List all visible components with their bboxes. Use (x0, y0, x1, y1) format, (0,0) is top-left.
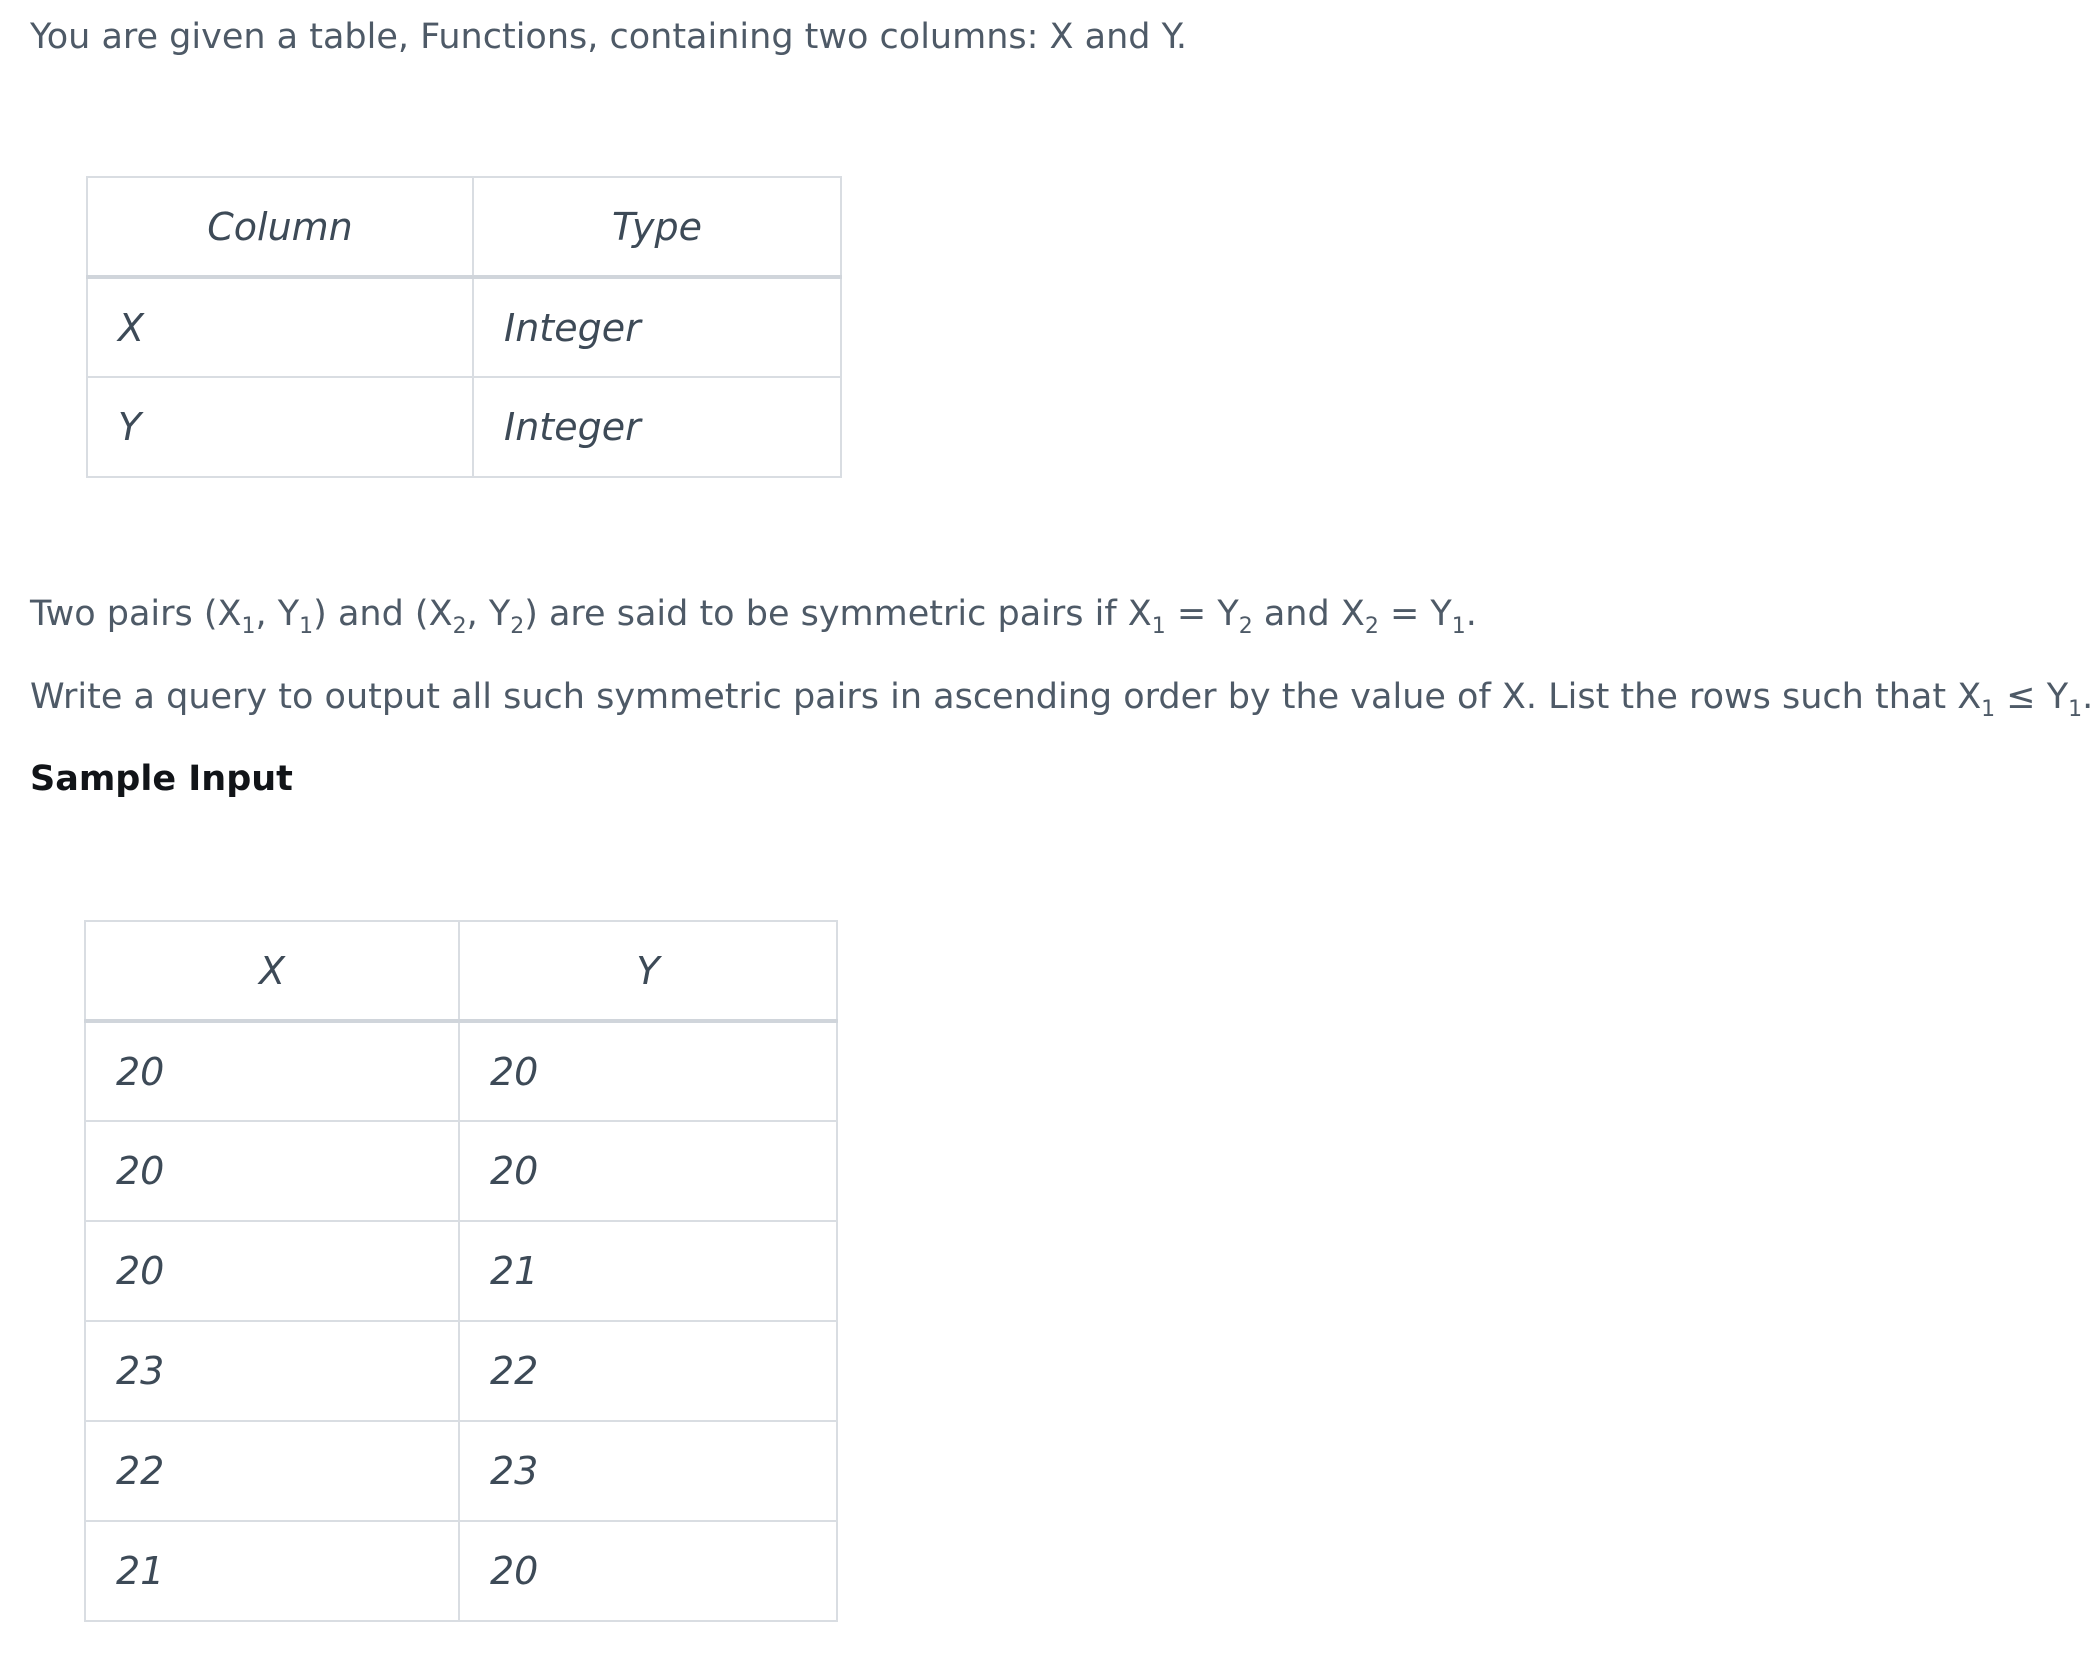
symmetric-definition (30, 591, 1477, 637)
table-row (85, 1221, 837, 1321)
subscript: 2 (452, 614, 467, 639)
schema-cell-type: Integer (473, 377, 841, 477)
subscript: 2 (1238, 614, 1253, 639)
text-run: , Y (466, 594, 511, 634)
text-run: , Y (255, 594, 300, 634)
sample-input-heading: Sample Input (30, 759, 293, 799)
text-run: = Y (1378, 594, 1452, 634)
sample-cell-x: 20 (85, 1021, 459, 1121)
sample-cell-y: 21 (459, 1221, 837, 1321)
table-row (85, 1121, 837, 1221)
subscript: 2 (1364, 614, 1379, 639)
text-run: . (2082, 677, 2093, 717)
sample-cell-x: 22 (85, 1421, 459, 1521)
subscript: 1 (299, 614, 314, 639)
subscript: 1 (1451, 614, 1466, 639)
subscript: 1 (1981, 697, 1996, 722)
sample-header-x: X (85, 921, 459, 1021)
schema-cell-type: Integer (473, 277, 841, 377)
table-row (87, 377, 841, 477)
text-run: = Y (1165, 594, 1239, 634)
text-run: . (1465, 594, 1477, 634)
schema-header-row (87, 177, 841, 277)
table-row (85, 1521, 837, 1621)
subscript: 2 (510, 614, 525, 639)
sample-cell-y: 20 (459, 1021, 837, 1121)
schema-cell-column: Y (87, 377, 473, 477)
subscript: 1 (241, 614, 256, 639)
sample-cell-x: 21 (85, 1521, 459, 1621)
text-run: Two pairs (X (30, 594, 242, 634)
text-run: ) are said to be symmetric pairs if X (524, 594, 1152, 634)
sample-header-y: Y (459, 921, 837, 1021)
sample-cell-y: 23 (459, 1421, 837, 1521)
sample-cell-y: 20 (459, 1521, 837, 1621)
schema-header-type: Type (473, 177, 841, 277)
sample-cell-x: 20 (85, 1121, 459, 1221)
text-run: and X (1252, 594, 1365, 634)
sample-cell-y: 22 (459, 1321, 837, 1421)
table-row (85, 1421, 837, 1521)
text-run: ) and (X (313, 594, 453, 634)
sample-cell-y: 20 (459, 1121, 837, 1221)
sample-input-table (84, 920, 838, 1622)
subscript: 1 (2068, 697, 2083, 722)
schema-header-column: Column (87, 177, 473, 277)
schema-cell-column: X (87, 277, 473, 377)
intro-text: You are given a table, Functions, containing two columns: X and Y. (30, 17, 1188, 57)
sample-cell-x: 23 (85, 1321, 459, 1421)
table-row (87, 277, 841, 377)
subscript: 1 (1151, 614, 1166, 639)
table-row (85, 1021, 837, 1121)
schema-table (86, 176, 842, 478)
query-instruction (30, 674, 2093, 720)
sample-header-row (85, 921, 837, 1021)
text-run: ≤ Y (1995, 677, 2069, 717)
table-row (85, 1321, 837, 1421)
sample-cell-x: 20 (85, 1221, 459, 1321)
text-run: Write a query to output all such symmetric pairs in ascending order by the value of X. List the rows such that X (30, 677, 1982, 717)
